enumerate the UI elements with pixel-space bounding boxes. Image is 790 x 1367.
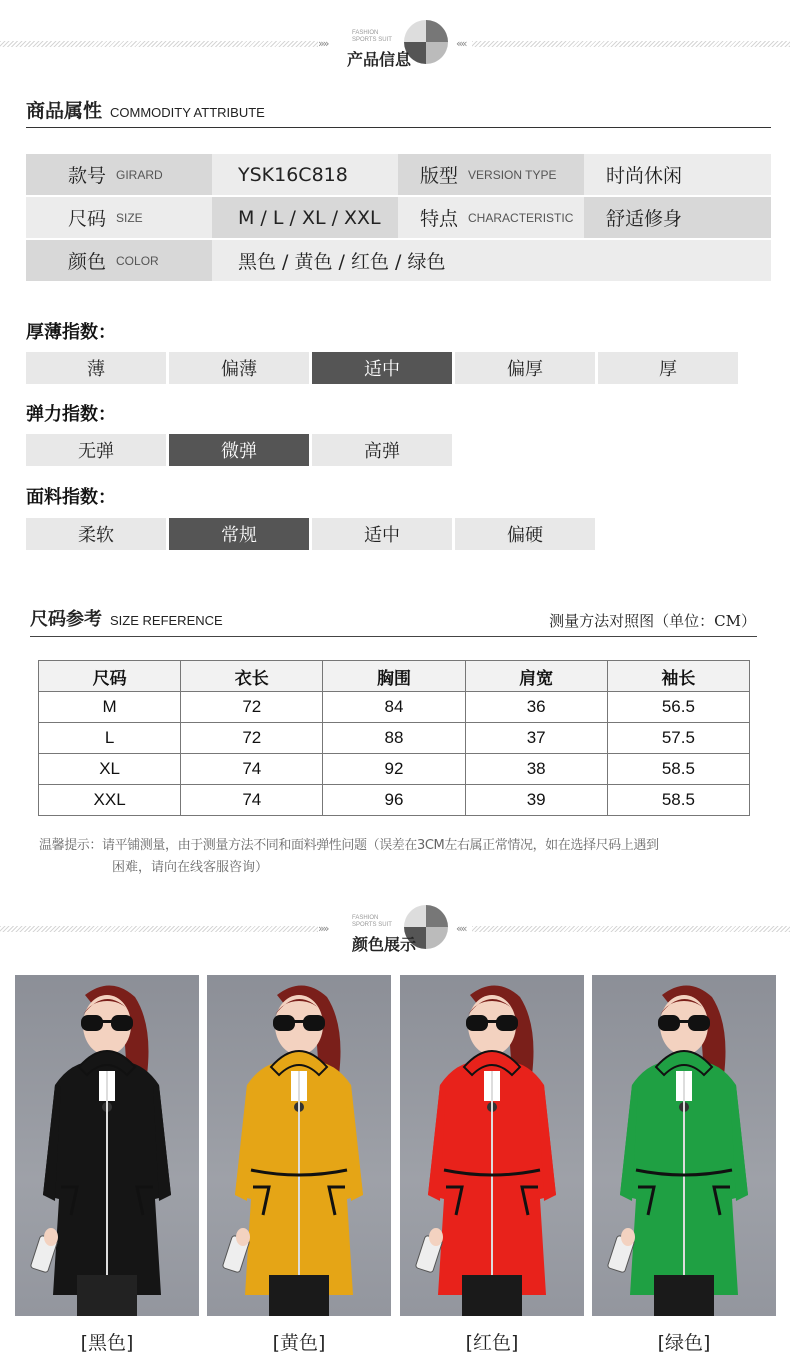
thickness-option: 偏薄 (169, 352, 309, 384)
attributes-heading-cn: 商品属性 (26, 100, 103, 122)
fabric-index-title: 面料指数： (26, 487, 116, 508)
tip-line-1: 温馨提示：请平铺测量，由于测量方法不同和面料弹性问题（误差在3CM左右属正常情况，如在选择尺码上遇到 (39, 838, 659, 853)
measurement-tip (39, 835, 759, 879)
thickness-option: 厚 (598, 352, 738, 384)
table-cell: XXL (39, 785, 181, 816)
table-cell: 96 (323, 785, 465, 816)
elasticity-option-selected: 微弹 (169, 434, 309, 466)
table-row (39, 754, 750, 785)
fashion-text: FASHION (352, 915, 379, 921)
thickness-option-selected: 适中 (312, 352, 452, 384)
divider (30, 636, 757, 637)
attr-value-girard: YSK16C818 (212, 154, 398, 195)
table-cell: 74 (181, 754, 323, 785)
header-hatch-left (0, 41, 318, 47)
color-caption: [绿色] (657, 1332, 711, 1354)
attr-label-girard: 款号 GIRARD (26, 154, 212, 195)
color-caption: [黄色] (272, 1332, 326, 1354)
table-row (39, 723, 750, 754)
thickness-option: 薄 (26, 352, 166, 384)
color-caption: [红色] (465, 1332, 519, 1354)
size-reference-heading (30, 605, 223, 631)
chevron-right-icon: »» (318, 37, 328, 50)
product-photo-green (592, 975, 776, 1316)
column-header: 袖长 (607, 661, 749, 692)
product-photo-yellow (207, 975, 391, 1316)
header-hatch-right (472, 926, 790, 932)
attr-value-color: 黑色 / 黄色 / 红色 / 绿色 (212, 240, 771, 281)
table-header-row (39, 661, 750, 692)
table-cell: 72 (181, 692, 323, 723)
fabric-option-selected: 常规 (169, 518, 309, 550)
table-cell: 36 (465, 692, 607, 723)
fabric-option: 适中 (312, 518, 452, 550)
section-title: 产品信息 (347, 50, 412, 69)
table-cell: 58.5 (607, 785, 749, 816)
thickness-option: 偏厚 (455, 352, 595, 384)
table-cell: 58.5 (607, 754, 749, 785)
table-cell: 39 (465, 785, 607, 816)
elasticity-index-title: 弹力指数： (26, 404, 116, 425)
product-photo-black (15, 975, 199, 1316)
model-illustration (592, 975, 776, 1316)
table-cell: 92 (323, 754, 465, 785)
table-cell: L (39, 723, 181, 754)
table-cell: 88 (323, 723, 465, 754)
tip-line-2: 困难，请向在线客服咨询） (112, 860, 269, 875)
column-header: 肩宽 (465, 661, 607, 692)
size-table (38, 660, 750, 816)
table-cell: M (39, 692, 181, 723)
product-photo-red (400, 975, 584, 1316)
thickness-index-title: 厚薄指数： (26, 322, 116, 343)
attr-value-size: M / L / XL / XXL (212, 197, 398, 238)
table-cell: 56.5 (607, 692, 749, 723)
attr-value-version-type: 时尚休闲 (584, 154, 771, 195)
divider (26, 127, 771, 128)
color-caption: [黑色] (80, 1332, 134, 1354)
column-header: 胸围 (323, 661, 465, 692)
size-reference-heading-cn: 尺码参考 (30, 609, 102, 630)
table-row (39, 785, 750, 816)
column-header: 尺码 (39, 661, 181, 692)
attr-value-characteristic: 舒适修身 (584, 197, 771, 238)
attributes-heading-en: COMMODITY ATTRIBUTE (110, 105, 265, 120)
fabric-option: 偏硬 (455, 518, 595, 550)
table-cell: XL (39, 754, 181, 785)
model-illustration (207, 975, 391, 1316)
table-cell: 38 (465, 754, 607, 785)
header-hatch-left (0, 926, 318, 932)
section-title: 颜色展示 (352, 935, 417, 954)
attr-label-color: 颜色 COLOR (26, 240, 212, 281)
fashion-text: FASHION (352, 30, 379, 36)
chevron-left-icon: «« (456, 922, 466, 935)
elasticity-option: 无弹 (26, 434, 166, 466)
table-cell: 57.5 (607, 723, 749, 754)
sports-suit-text: SPORTS SUIT (352, 922, 392, 928)
table-row (39, 692, 750, 723)
chevron-right-icon: »» (318, 922, 328, 935)
chevron-left-icon: «« (456, 37, 466, 50)
table-cell: 74 (181, 785, 323, 816)
attr-label-size: 尺码 SIZE (26, 197, 212, 238)
attr-label-characteristic: 特点 CHARACTERISTIC (398, 197, 584, 238)
fabric-option: 柔软 (26, 518, 166, 550)
model-illustration (15, 975, 199, 1316)
model-illustration (400, 975, 584, 1316)
column-header: 衣长 (181, 661, 323, 692)
attributes-heading (26, 96, 265, 123)
elasticity-option: 高弹 (312, 434, 452, 466)
header-hatch-right (472, 41, 790, 47)
attr-label-version-type: 版型 VERSION TYPE (398, 154, 584, 195)
measurement-method-note: 测量方法对照图（单位：CM） (549, 612, 756, 630)
table-cell: 84 (323, 692, 465, 723)
table-cell: 37 (465, 723, 607, 754)
table-cell: 72 (181, 723, 323, 754)
size-reference-heading-en: SIZE REFERENCE (110, 613, 223, 628)
sports-suit-text: SPORTS SUIT (352, 37, 392, 43)
